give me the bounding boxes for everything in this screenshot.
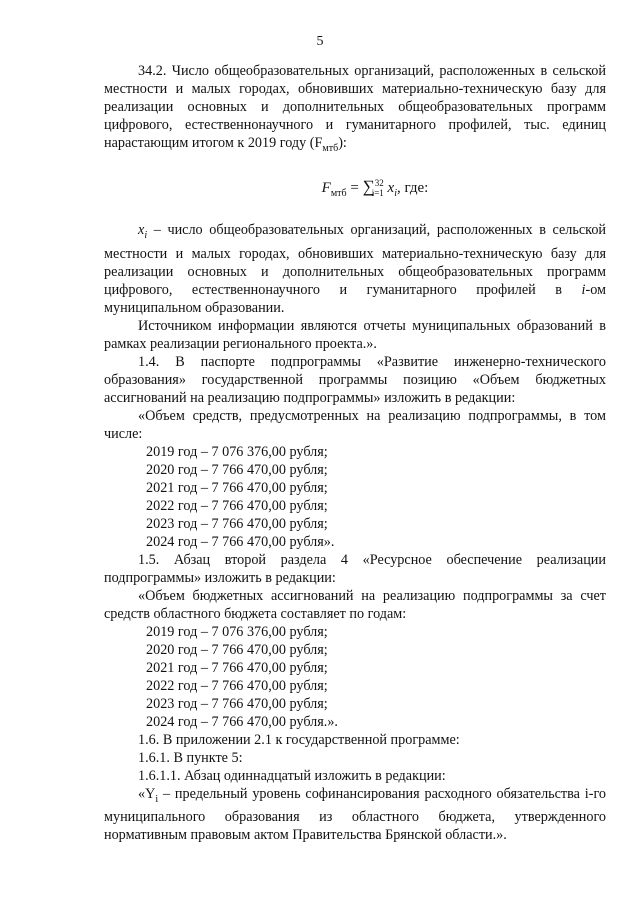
definition-paragraph: $x_i$ – число общеобразовательных организаций, расположенных в сельской местности и малых городах, обновивших материально-техническую базу для реализации основных и дополнительных общеобразовательных программ цифрового, естественнонаучного и гуманитарного профилей в i-ом муниципальном образовании. [104,221,606,316]
formula: $F_{мтб} = \sum^{32}_{i=1}$ $x_i$, где: [321,176,429,199]
paragraph-34-2: 34.2. Число общеобразовательных организаций, расположенных в сельской местности и малых городах, обновивших материально-техническую базу для реализации основных и дополнительных общеобразовательных программ цифрового, естественнонаучного и гуманитарного профилей, тыс. единиц нарастающим итогом к 2019 году $(F_{мтб})$: [104,63,606,154]
source-paragraph: Источником информации являются отчеты муниципальных образований в рамках реализации регионального проекта.». [104,317,606,352]
list-item: 2020 год – 7 766 470,00 рубля; [146,461,328,478]
item-1-6: 1.6. В приложении 2.1 к государственной программе: [138,731,460,748]
list-item: 2021 год – 7 766 470,00 рубля; [146,479,328,496]
list-item: 2022 год – 7 766 470,00 рубля; [146,677,328,694]
item-1-6-1-1: 1.6.1.1. Абзац одиннадцатый изложить в редакции: [138,767,446,784]
list-item: 2020 год – 7 766 470,00 рубля; [146,641,328,658]
item-1-4: 1.4. В паспорте подпрограммы «Развитие инженерно-технического образования» государственной программы позицию «Объем бюджетных ассигнований на реализацию подпрограммы» изложить в редакции: [104,353,606,406]
page-number: 5 [316,34,324,49]
final-quote: «$Y_i$ – предельный уровень софинансирования расходного обязательства i-го муниципального образования из областного бюджета, утвержденного нормативным правовым актом Правительства Брянской области.». [104,785,606,844]
list-item: 2024 год – 7 766 470,00 рубля». [146,533,335,550]
list-item: 2022 год – 7 766 470,00 рубля; [146,497,328,514]
item-1-5: 1.5. Абзац второй раздела 4 «Ресурсное обеспечение реализации подпрограммы» изложить в редакции: [104,551,606,586]
list-item: 2019 год – 7 076 376,00 рубля; [146,623,328,640]
list-item: 2019 год – 7 076 376,00 рубля; [146,443,328,460]
list-item: 2023 год – 7 766 470,00 рубля; [146,515,328,532]
list-item: 2024 год – 7 766 470,00 рубля.». [146,713,338,730]
list-item: 2023 год – 7 766 470,00 рубля; [146,695,328,712]
years-list-1 [104,443,606,551]
item-1-6-1: 1.6.1. В пункте 5: [138,749,243,766]
quote-1: «Объем средств, предусмотренных на реализацию подпрограммы, в том числе: [104,407,606,442]
list-item: 2021 год – 7 766 470,00 рубля; [146,659,328,676]
document-body [104,62,606,844]
years-list-2 [104,623,606,731]
quote-2: «Объем бюджетных ассигнований на реализацию подпрограммы за счет средств областного бюджета составляет по годам: [104,587,606,622]
